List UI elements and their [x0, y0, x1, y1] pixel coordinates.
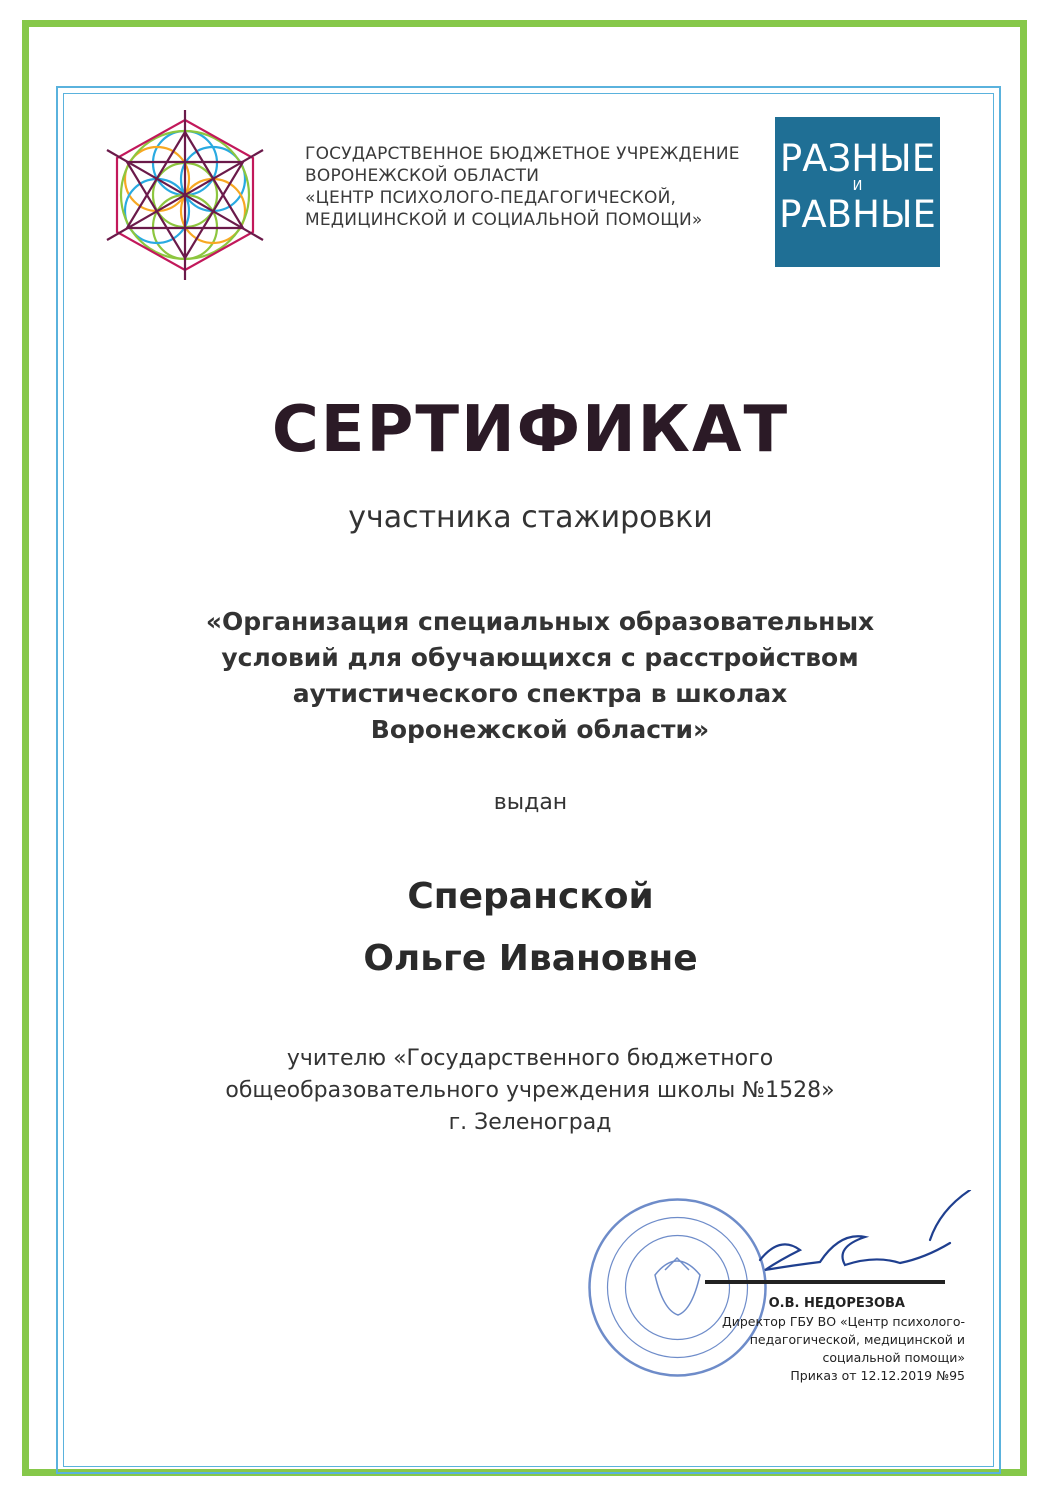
brand-line-3: РАВНЫЕ — [779, 193, 936, 236]
recipient-position — [100, 1043, 960, 1139]
signatory-title-line: педагогической, медицинской и — [749, 1332, 965, 1347]
issued-label: выдан — [493, 790, 568, 815]
signature-line — [705, 1280, 945, 1284]
program-line: «Организация специальных образовательных — [205, 607, 875, 636]
brand-line-2: И — [852, 179, 863, 194]
certificate-title: СЕРТИФИКАТ — [271, 393, 790, 467]
center-logo-icon — [95, 110, 275, 280]
org-line: МЕДИЦИНСКОЙ И СОЦИАЛЬНОЙ ПОМОЩИ» — [305, 210, 703, 230]
organization-name — [305, 143, 765, 231]
recipient-line: учителю «Государственного бюджетного — [286, 1046, 774, 1071]
program-title — [120, 604, 960, 748]
brand-line-1: РАЗНЫЕ — [779, 137, 936, 180]
name-line: Ольге Ивановне — [363, 938, 698, 979]
org-line: ГОСУДАРСТВЕННОЕ БЮДЖЕТНОЕ УЧРЕЖДЕНИЕ — [305, 144, 740, 164]
org-line: «ЦЕНТР ПСИХОЛОГО-ПЕДАГОГИЧЕСКОЙ, — [305, 188, 677, 208]
name-line: Сперанской — [407, 876, 654, 917]
program-line: аутистического спектра в школах — [292, 679, 788, 708]
program-line: условий для обучающихся с расстройством — [221, 643, 859, 672]
recipient-name — [0, 866, 1061, 990]
recipient-line: общеобразовательного учреждения школы №1528» — [225, 1078, 835, 1103]
program-line: Воронежской области» — [370, 715, 710, 744]
certificate-subtitle: участника стажировки — [348, 500, 713, 535]
signature-block — [700, 1295, 965, 1385]
org-line: ВОРОНЕЖСКОЙ ОБЛАСТИ — [305, 166, 540, 186]
signatory-title-line: Приказ от 12.12.2019 №95 — [790, 1368, 965, 1383]
recipient-line: г. Зеленоград — [448, 1110, 612, 1135]
brand-logo — [775, 117, 940, 267]
signatory-name: О.В. НЕДОРЕЗОВА — [768, 1296, 905, 1311]
signatory-title-line: социальной помощи» — [822, 1350, 965, 1365]
signatory-title-line: Директор ГБУ ВО «Центр психолого- — [721, 1314, 965, 1329]
